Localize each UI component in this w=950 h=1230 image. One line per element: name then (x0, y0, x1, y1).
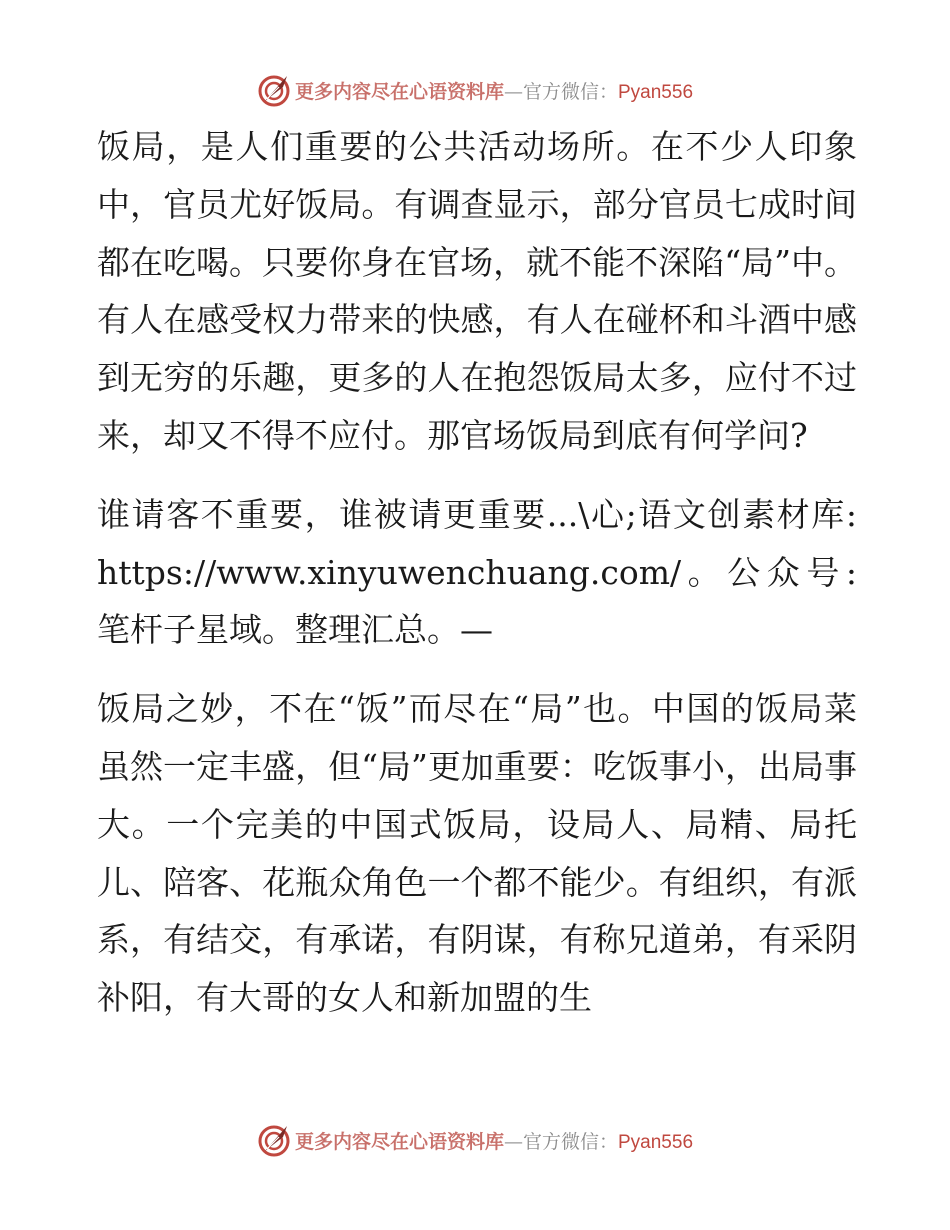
header-text (295, 77, 693, 104)
paragraph-2: 谁请客不重要，谁被请更重要...\心;语文创素材库: https://www.xinyuwenchuang.com/。公众号: 笔杆子星域。整理汇总。— (97, 494, 857, 650)
quill-logo-icon (257, 73, 291, 107)
header-separator: — (503, 80, 523, 103)
footer-text (295, 1127, 693, 1154)
footer-banner (0, 1120, 950, 1160)
header-wechat-id: Pyan556 (618, 81, 694, 103)
footer-separator: — (503, 1130, 523, 1153)
header-brand: 更多内容尽在心语资料库 (294, 80, 504, 103)
document-body (97, 118, 857, 1027)
quill-logo-icon (257, 1123, 291, 1157)
paragraph-3: 饭局之妙，不在“饭”而尽在“局”也。中国的饭局菜虽然一定丰盛，但“局”更加重要：吃饭事小，出局事大。一个完美的中国式饭局，设局人、局精、局托儿、陪客、花瓶众角色一个都不能少。有组织，有派系，有结交，有承诺，有阴谋，有称兄道弟，有采阴补阳，有大哥的女人和新加盟的生 (97, 689, 857, 1018)
header-banner (0, 70, 950, 110)
footer-wechat-id: Pyan556 (618, 1131, 694, 1153)
paragraph-1: 饭局，是人们重要的公共活动场所。在不少人印象中，官员尤好饭局。有调查显示，部分官员七成时间都在吃喝。只要你身在官场，就不能不深陷“局”中。有人在感受权力带来的快感，有人在碰杯和斗酒中感到无穷的乐趣，更多的人在抱怨饭局太多，应付不过来，却又不得不应付。那官场饭局到底有何学问? (97, 127, 857, 455)
footer-label: 官方微信： (522, 1130, 618, 1153)
footer-brand: 更多内容尽在心语资料库 (294, 1130, 504, 1153)
header-label: 官方微信： (522, 80, 618, 103)
